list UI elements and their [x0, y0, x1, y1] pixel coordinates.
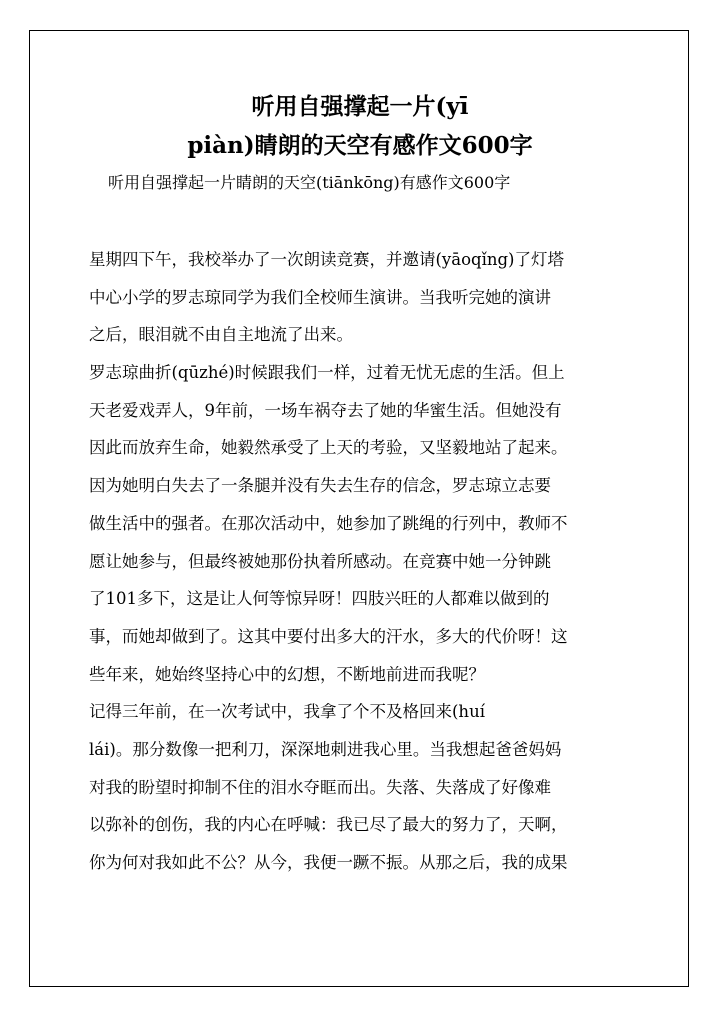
- body-line: 做生活中的强者。在那次活动中，她参加了跳绳的行列中，教师不: [89, 513, 568, 533]
- body-line: 因为她明白失去了一条腿并没有失去生存的信念，罗志琼立志要: [89, 476, 551, 496]
- body-line: 因此而放弃生命，她毅然承受了上天的考验，又坚毅地站了起来。: [89, 438, 568, 458]
- body-line: 记得三年前，在一次考试中，我拿了个不及格回来(huí: [89, 702, 485, 722]
- body-line: 以弥补的创伤，我的内心在呼喊：我已尽了最大的努力了，天啊，: [89, 815, 568, 835]
- body-line: 了101多下，这是让人何等惊异呀！四肢兴旺的人都难以做到的: [89, 589, 550, 609]
- body-line: 对我的盼望时抑制不住的泪水夺眶而出。失落、失落成了好像难: [89, 777, 551, 797]
- document-subtitle: 听用自强撑起一片睛朗的天空(tiānkōng)有感作文600字: [108, 173, 511, 192]
- body-line: 天老爱戏弄人，9年前，一场车祸夺去了她的华蜜生活。但她没有: [89, 400, 562, 420]
- body-line: 之后，眼泪就不由自主地流了出来。: [89, 325, 353, 345]
- body-line: 些年来，她始终坚持心中的幻想，不断地前进而我呢？: [89, 664, 485, 684]
- body-line: 星期四下午，我校举办了一次朗读竞赛，并邀请(yāoqǐng)了灯塔: [89, 250, 564, 269]
- body-line: lái)。那分数像一把利刀，深深地刺进我心里。当我想起爸爸妈妈: [89, 739, 562, 759]
- body-line: 愿让她参与，但最终被她那份执着所感动。在竞赛中她一分钟跳: [89, 551, 551, 571]
- body-line: 中心小学的罗志琼同学为我们全校师生演讲。当我听完她的演讲: [89, 287, 551, 307]
- document-body: [89, 241, 635, 882]
- body-line: 你为何对我如此不公？从今，我便一蹶不振。从那之后，我的成果: [89, 853, 568, 872]
- body-line: 罗志琼曲折(qūzhé)时候跟我们一样，过着无忧无虑的生活。但上: [89, 363, 565, 383]
- document-title-line-2: piàn)睛朗的天空有感作文600字: [187, 132, 533, 159]
- document-title-line-1: 听用自强撑起一片(yī: [251, 93, 469, 120]
- body-line: 事，而她却做到了。这其中要付出多大的汗水，多大的代价呀！这: [89, 626, 568, 646]
